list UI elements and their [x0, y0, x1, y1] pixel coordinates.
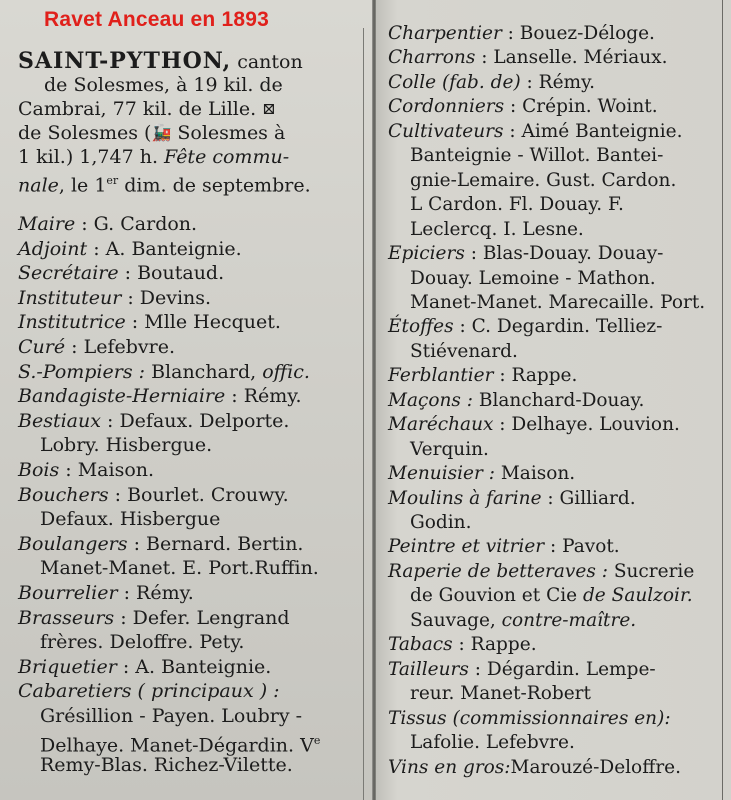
- header-text: , le 1: [58, 174, 107, 197]
- directory-entry-continuation: [410, 731, 575, 755]
- directory-entry-continuation: [410, 291, 705, 315]
- directory-entry: [388, 71, 595, 95]
- entry-text: de Gouvion et Cie: [410, 585, 583, 607]
- entry-label: Cordonniers: [388, 96, 505, 118]
- directory-entry-continuation: [40, 704, 302, 728]
- directory-entry-continuation: [410, 218, 584, 242]
- entry-separator: :: [468, 658, 487, 680]
- directory-entry-continuation: [410, 584, 693, 608]
- entry-separator: :: [75, 213, 94, 235]
- entry-text: frères. Deloffre. Pety.: [40, 631, 245, 654]
- town-name: SAINT-PYTHON,: [18, 48, 232, 74]
- entry-text: Douay. Lemoine - Mathon.: [410, 267, 656, 289]
- directory-entry-continuation: [410, 267, 656, 291]
- entry-separator: :: [108, 483, 128, 506]
- entry-text: Delhaye. Manet-Dégardin. V: [40, 733, 314, 756]
- directory-entry: [388, 95, 658, 119]
- left-column-rule: [363, 28, 364, 800]
- entry-text: Sucrerie: [613, 560, 695, 582]
- directory-entry-continuation: [410, 193, 624, 217]
- directory-entry-continuation: [410, 144, 663, 168]
- entry-label: Tabacs: [388, 634, 453, 656]
- entry-label: Bestiaux: [18, 409, 101, 432]
- entry-label: Briquetier: [18, 655, 117, 678]
- entry-separator: :: [117, 582, 137, 604]
- header-text-italic: nale: [18, 174, 59, 197]
- header-line-1: [18, 49, 303, 74]
- entry-text: Lobry. Hisbergue.: [40, 434, 213, 457]
- entry-separator: :: [493, 414, 512, 436]
- entry-separator: :: [87, 237, 106, 260]
- entry-label: Colle (fab. de): [388, 71, 521, 93]
- directory-entry-continuation: [40, 630, 244, 654]
- header-text: dim. de septembre.: [118, 174, 311, 197]
- entry-text: Crépin. Woint.: [522, 96, 658, 118]
- directory-entry: [18, 286, 211, 310]
- entry-label: Maire: [18, 213, 76, 235]
- header-text-italic: Fête commu-: [164, 146, 290, 168]
- header-line-2: de Solesmes, à 19 kil. de: [44, 74, 283, 96]
- entry-separator: :: [59, 459, 78, 481]
- entry-separator: :: [121, 286, 140, 309]
- entry-separator: :: [114, 606, 133, 629]
- entry-label: Tailleurs: [388, 658, 469, 680]
- entry-label: Brasseurs: [18, 606, 115, 629]
- entry-text: Blanchard-Douay.: [478, 389, 645, 411]
- entry-text: Defaux. Delporte.: [119, 409, 290, 432]
- directory-entry: [18, 335, 175, 359]
- entry-text: Marouzé-Deloffre.: [510, 756, 682, 778]
- directory-entry: [388, 22, 655, 46]
- entry-label: Cultivateurs: [388, 120, 504, 142]
- entry-text: Aimé Banteignie.: [521, 120, 683, 142]
- entry-text: Stiévenard.: [410, 340, 518, 362]
- directory-entry: [18, 458, 154, 482]
- entry-label: Vins en gros:: [388, 756, 511, 778]
- entry-text-italic: de Saulzoir.: [582, 585, 693, 607]
- entry-text: Devins.: [139, 286, 212, 309]
- entry-label: Bandagiste-Herniaire: [18, 385, 226, 408]
- entry-text: A. Banteignie.: [135, 655, 272, 678]
- entry-separator: :: [118, 262, 138, 285]
- header-line-5: [18, 145, 289, 169]
- entry-text: Mlle Hecquet.: [144, 311, 281, 334]
- entry-text: Godin.: [410, 512, 472, 533]
- entry-text: Rappe.: [470, 634, 537, 656]
- directory-entry: [18, 655, 271, 679]
- directory-entry: [388, 487, 636, 511]
- entry-text: L Cardon. Fl. Douay. F.: [410, 194, 624, 216]
- entry-text-italic: contre-maître.: [501, 609, 637, 631]
- entry-text: gnie-Lemaire. Gust. Cardon.: [410, 169, 677, 191]
- directory-entry-continuation: [410, 511, 471, 535]
- directory-entry: [388, 364, 577, 388]
- entry-text: Bourlet. Crouwy.: [127, 483, 289, 506]
- entry-text: Lanselle. Mériaux.: [493, 47, 668, 69]
- entry-label: Bouchers: [18, 483, 109, 506]
- entry-text: Maison.: [77, 459, 155, 481]
- directory-entry: [388, 658, 656, 682]
- entry-text: Manet-Manet. E. Port.Ruffin.: [40, 557, 319, 580]
- entry-label: Tissus (commissionnaires en):: [388, 707, 671, 729]
- directory-entry: [388, 633, 537, 657]
- directory-entry: [18, 409, 289, 433]
- entry-text: Rémy.: [538, 71, 595, 93]
- entry-label: Secrétaire: [18, 262, 119, 285]
- entry-text: Leclercq. I. Lesne.: [410, 218, 584, 240]
- entry-separator: :: [116, 655, 136, 678]
- directory-entry: [388, 413, 680, 437]
- entry-text: Sauvage,: [410, 609, 502, 631]
- entry-separator: :: [541, 487, 560, 509]
- directory-entry: [388, 707, 671, 731]
- entry-text-italic: offic.: [262, 360, 310, 383]
- entry-separator: :: [475, 47, 494, 69]
- header-text: 1 kil.) 1,747 h.: [18, 146, 165, 168]
- entry-label: Raperie de betteraves :: [388, 560, 608, 582]
- directory-entry: [388, 389, 644, 413]
- directory-entry-continuation: [410, 438, 489, 462]
- entry-separator: :: [125, 311, 145, 334]
- header-line-4: [18, 121, 285, 145]
- entry-label: Boulangers: [18, 532, 128, 555]
- entry-separator: :: [464, 243, 483, 265]
- directory-entry: [388, 46, 667, 70]
- header-line-3: [18, 97, 276, 121]
- entry-separator: :: [520, 71, 539, 93]
- entry-separator: :: [493, 365, 512, 387]
- entry-label: Ferblantier: [388, 365, 494, 387]
- entry-label: Peintre et vitrier: [388, 536, 545, 558]
- directory-entry-continuation: [410, 169, 676, 193]
- directory-entry-continuation: [410, 340, 518, 364]
- railway-station-icon: 🚂: [151, 123, 172, 142]
- entry-text: Rappe.: [511, 365, 578, 387]
- entry-label: Charrons: [388, 47, 476, 69]
- entry-text: A. Banteignie.: [105, 237, 242, 260]
- header-text: canton: [231, 51, 303, 73]
- entry-text: Lafolie. Lefebvre.: [410, 732, 575, 754]
- entry-text: Banteignie - Willot. Bantei-: [410, 145, 664, 167]
- directory-entry: [388, 535, 620, 559]
- post-office-icon: ⊠: [262, 99, 276, 118]
- directory-entry-continuation: [40, 753, 293, 777]
- directory-entry: [18, 581, 194, 605]
- directory-entry-continuation: [410, 609, 636, 633]
- entry-text: Verquin.: [410, 438, 489, 460]
- entry-label: Menuisier :: [388, 463, 495, 485]
- entry-text: Pavot.: [562, 536, 620, 558]
- entry-separator: :: [503, 120, 522, 142]
- entry-text: Maison.: [500, 463, 576, 485]
- header-line-6: [18, 169, 311, 197]
- entry-text: Bernard. Bertin.: [146, 532, 304, 555]
- entry-text: Gilliard.: [559, 487, 636, 509]
- page-title: Ravet Anceau en 1893: [44, 8, 270, 31]
- superscript: e: [313, 733, 321, 747]
- entry-separator: :: [225, 385, 244, 408]
- directory-entry-continuation: [40, 556, 319, 580]
- header-text: de Solesmes (: [18, 122, 152, 144]
- entry-label: Moulins à farine: [388, 487, 542, 509]
- directory-entry: [388, 120, 682, 144]
- directory-entry: [388, 560, 694, 584]
- directory-entry-continuation: [410, 682, 591, 706]
- entry-text: C. Degardin. Telliez-: [471, 316, 663, 338]
- entry-text: Defer. Lengrand: [132, 606, 290, 629]
- directory-entry: [388, 242, 663, 266]
- entry-text: Boutaud.: [137, 262, 225, 285]
- entry-separator: :: [501, 23, 520, 44]
- entry-text: Rémy.: [136, 582, 194, 604]
- superscript: er: [106, 174, 119, 187]
- header-text: Cambrai, 77 kil. de Lille.: [18, 98, 257, 120]
- entry-text: Blas-Douay. Douay-: [482, 243, 664, 265]
- entry-text: G. Cardon.: [93, 213, 198, 235]
- entry-label: Curé: [18, 336, 66, 358]
- directory-entry: [18, 212, 197, 236]
- entry-text: Defaux. Hisbergue: [40, 508, 221, 531]
- entry-label: Epiciers: [388, 243, 465, 265]
- entry-label: Charpentier: [388, 23, 502, 44]
- entry-text: Remy-Blas. Richez-Vilette.: [40, 754, 293, 777]
- entry-label: Instituteur: [18, 286, 122, 309]
- directory-entry: [388, 315, 662, 339]
- entry-text: reur. Manet-Robert: [410, 683, 591, 705]
- entry-label: Bourrelier: [18, 582, 118, 604]
- header-text: Solesmes à: [171, 122, 286, 144]
- directory-entry: [388, 756, 681, 780]
- entry-separator: :: [544, 536, 563, 558]
- entry-label: Étoffes: [388, 316, 454, 338]
- entry-separator: :: [65, 336, 84, 358]
- right-column: [376, 0, 731, 800]
- entry-label: Cabaretiers ( principaux ) :: [18, 680, 280, 703]
- directory-entry-continuation: [40, 507, 220, 531]
- entry-text: Lefebvre.: [83, 336, 175, 358]
- entry-text: Bouez-Déloge.: [519, 23, 655, 44]
- entry-label: Adjoint: [18, 237, 88, 260]
- entry-text: Rémy.: [243, 385, 302, 408]
- directory-entry: [18, 483, 289, 507]
- entry-text: Grésillion - Payen. Loubry -: [40, 705, 303, 727]
- directory-entry: [18, 532, 303, 556]
- directory-entry: [18, 360, 310, 384]
- entry-text: Manet-Manet. Marecaille. Port.: [410, 291, 706, 313]
- entry-text: Delhaye. Louvion.: [511, 414, 680, 436]
- directory-entry: [18, 384, 302, 408]
- entry-text: Dégardin. Lempe-: [486, 658, 656, 680]
- directory-entry: [18, 261, 224, 285]
- entry-separator: :: [452, 634, 471, 656]
- directory-entry: [18, 606, 290, 630]
- directory-entry: [388, 462, 575, 486]
- directory-entry-continuation: [40, 433, 212, 457]
- directory-entry: [18, 310, 281, 334]
- entry-label: Bois: [18, 459, 60, 481]
- entry-separator: :: [100, 409, 120, 432]
- entry-text: Blanchard,: [151, 360, 263, 383]
- entry-label: Institutrice: [18, 311, 126, 334]
- entry-label: Maréchaux: [388, 414, 494, 436]
- entry-separator: :: [127, 532, 147, 555]
- directory-entry: [18, 237, 242, 261]
- entry-label: Maçons :: [388, 389, 473, 411]
- entry-label: S.-Pompiers :: [18, 360, 146, 383]
- entry-separator: :: [504, 96, 523, 118]
- directory-entry: [18, 679, 280, 703]
- right-column-rule: [722, 0, 723, 800]
- entry-separator: :: [453, 316, 472, 338]
